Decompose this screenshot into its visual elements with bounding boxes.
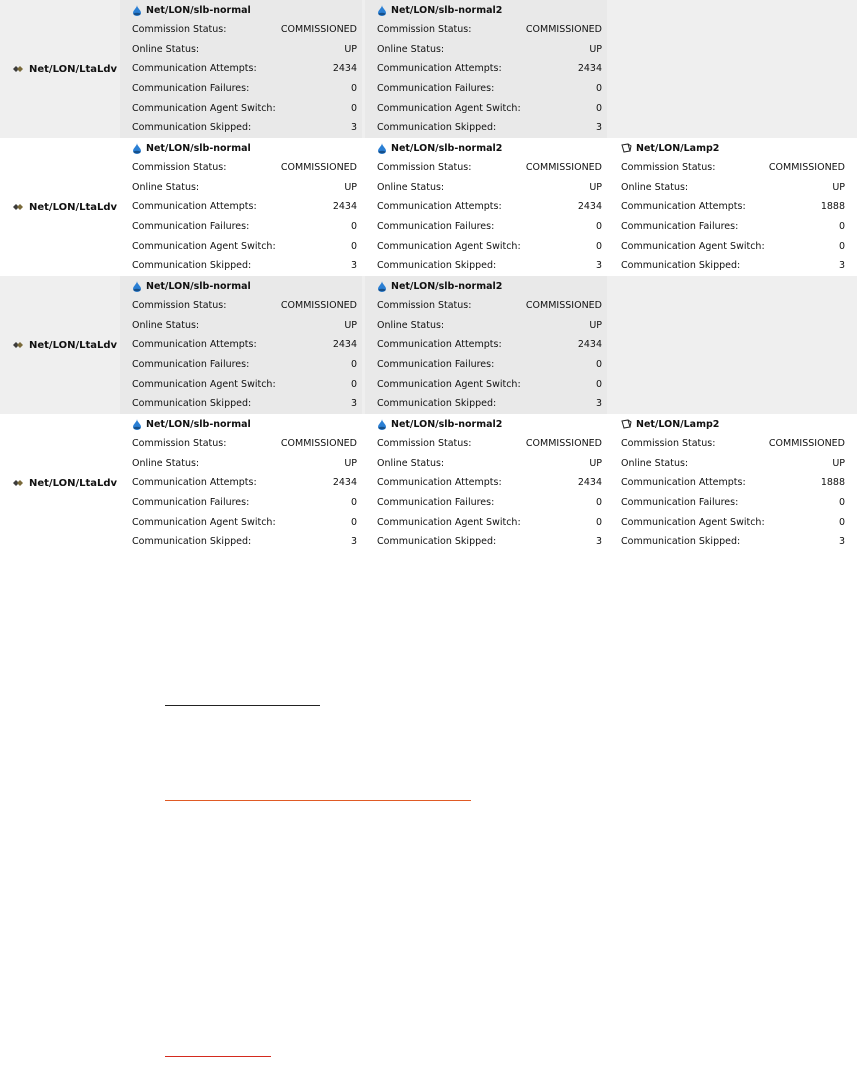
comm-failures-value: 0 bbox=[350, 83, 357, 95]
lon-ldv-icon bbox=[12, 340, 24, 350]
lamp-device-icon bbox=[621, 419, 632, 429]
comm-failures-row bbox=[365, 79, 607, 99]
device-title[interactable] bbox=[365, 276, 607, 296]
blue-drop-device-icon bbox=[132, 143, 142, 154]
comm-failures-label: Communication Failures: bbox=[377, 221, 495, 233]
device-name: Net/LON/slb-normal bbox=[146, 142, 251, 154]
comm-skipped-row bbox=[365, 532, 607, 552]
online-status-row bbox=[120, 178, 362, 198]
device-card bbox=[120, 276, 362, 414]
commission-status-value: COMMISSIONED bbox=[525, 162, 602, 174]
comm-agent-switch-row bbox=[120, 98, 362, 118]
blue-drop-device-icon bbox=[377, 281, 387, 292]
comm-skipped-value: 3 bbox=[838, 536, 845, 548]
commission-status-row bbox=[120, 20, 362, 40]
comm-agent-switch-value: 0 bbox=[595, 240, 602, 252]
comm-agent-switch-label: Communication Agent Switch: bbox=[132, 240, 276, 252]
commission-status-value: COMMISSIONED bbox=[280, 300, 357, 312]
device-name: Net/LON/slb-normal bbox=[146, 418, 251, 430]
comm-skipped-label: Communication Skipped: bbox=[377, 260, 497, 272]
device-name: Net/LON/slb-normal2 bbox=[391, 4, 503, 16]
comm-attempts-value: 2434 bbox=[332, 477, 357, 489]
comm-failures-value: 0 bbox=[595, 359, 602, 371]
comm-agent-switch-value: 0 bbox=[350, 102, 357, 114]
online-status-label: Online Status: bbox=[132, 43, 200, 55]
commission-status-label: Commission Status: bbox=[621, 162, 716, 174]
comm-agent-switch-row bbox=[120, 512, 362, 532]
comm-failures-label: Communication Failures: bbox=[377, 83, 495, 95]
device-name: Net/LON/slb-normal bbox=[146, 4, 251, 16]
comm-skipped-value: 3 bbox=[350, 398, 357, 410]
comm-agent-switch-row bbox=[120, 236, 362, 256]
device-name: Net/LON/Lamp2 bbox=[636, 142, 720, 154]
comm-agent-switch-value: 0 bbox=[838, 516, 845, 528]
comm-attempts-label: Communication Attempts: bbox=[132, 63, 257, 75]
comm-agent-switch-label: Communication Agent Switch: bbox=[621, 516, 765, 528]
online-status-value: UP bbox=[832, 457, 845, 469]
comm-skipped-value: 3 bbox=[595, 398, 602, 410]
device-card bbox=[365, 414, 607, 552]
comm-failures-label: Communication Failures: bbox=[132, 359, 250, 371]
commission-status-value: COMMISSIONED bbox=[525, 300, 602, 312]
online-status-label: Online Status: bbox=[377, 457, 445, 469]
comm-attempts-row bbox=[120, 59, 362, 79]
blue-drop-device-icon bbox=[132, 5, 142, 16]
comm-attempts-row bbox=[120, 473, 362, 493]
lamp-device-icon bbox=[621, 143, 632, 153]
online-status-row bbox=[120, 316, 362, 336]
comm-skipped-label: Communication Skipped: bbox=[377, 536, 497, 548]
comm-skipped-value: 3 bbox=[595, 536, 602, 548]
comm-agent-switch-value: 0 bbox=[350, 516, 357, 528]
comm-failures-value: 0 bbox=[350, 221, 357, 233]
comm-skipped-value: 3 bbox=[350, 536, 357, 548]
comm-attempts-row bbox=[120, 197, 362, 217]
device-card bbox=[609, 138, 850, 276]
comm-agent-switch-label: Communication Agent Switch: bbox=[621, 240, 765, 252]
online-status-label: Online Status: bbox=[377, 43, 445, 55]
device-card bbox=[609, 414, 850, 552]
device-title[interactable] bbox=[120, 0, 362, 20]
device-card bbox=[365, 276, 607, 414]
comm-skipped-row bbox=[365, 256, 607, 276]
parent-device-name: Net/LON/LtaLdv bbox=[29, 201, 118, 213]
comm-failures-row bbox=[609, 493, 850, 513]
comm-agent-switch-label: Communication Agent Switch: bbox=[377, 516, 521, 528]
comm-skipped-row bbox=[120, 118, 362, 138]
online-status-label: Online Status: bbox=[621, 181, 689, 193]
comm-agent-switch-value: 0 bbox=[595, 378, 602, 390]
online-status-value: UP bbox=[589, 319, 602, 331]
comm-skipped-value: 3 bbox=[838, 260, 845, 272]
online-status-value: UP bbox=[589, 181, 602, 193]
comm-skipped-label: Communication Skipped: bbox=[621, 260, 741, 272]
device-card bbox=[120, 414, 362, 552]
comm-failures-row bbox=[120, 355, 362, 375]
device-title[interactable] bbox=[365, 414, 607, 434]
comm-skipped-label: Communication Skipped: bbox=[621, 536, 741, 548]
comm-skipped-row bbox=[365, 118, 607, 138]
device-title[interactable] bbox=[609, 138, 850, 158]
commission-status-value: COMMISSIONED bbox=[280, 438, 357, 450]
device-name: Net/LON/slb-normal2 bbox=[391, 142, 503, 154]
device-card bbox=[120, 0, 362, 138]
comm-agent-switch-row bbox=[609, 512, 850, 532]
commission-status-row bbox=[365, 20, 607, 40]
comm-attempts-row bbox=[120, 335, 362, 355]
comm-skipped-row bbox=[120, 394, 362, 414]
online-status-row bbox=[609, 454, 850, 474]
comm-attempts-label: Communication Attempts: bbox=[377, 63, 502, 75]
commission-status-row bbox=[120, 296, 362, 316]
comm-skipped-value: 3 bbox=[350, 122, 357, 134]
comm-agent-switch-label: Communication Agent Switch: bbox=[132, 516, 276, 528]
comm-failures-label: Communication Failures: bbox=[377, 359, 495, 371]
online-status-value: UP bbox=[344, 181, 357, 193]
commission-status-label: Commission Status: bbox=[377, 162, 472, 174]
online-status-row bbox=[120, 454, 362, 474]
device-name: Net/LON/Lamp2 bbox=[636, 418, 720, 430]
device-card bbox=[365, 138, 607, 276]
comm-attempts-label: Communication Attempts: bbox=[621, 477, 746, 489]
comm-agent-switch-row bbox=[365, 512, 607, 532]
comm-failures-label: Communication Failures: bbox=[132, 497, 250, 509]
commission-status-label: Commission Status: bbox=[132, 24, 227, 36]
comm-failures-value: 0 bbox=[595, 221, 602, 233]
commission-status-label: Commission Status: bbox=[621, 438, 716, 450]
comm-attempts-value: 2434 bbox=[332, 201, 357, 213]
device-title[interactable] bbox=[120, 414, 362, 434]
commission-status-value: COMMISSIONED bbox=[280, 24, 357, 36]
comm-agent-switch-label: Communication Agent Switch: bbox=[132, 102, 276, 114]
comm-failures-value: 0 bbox=[350, 497, 357, 509]
lta-ldv-group bbox=[0, 0, 857, 138]
commission-status-label: Commission Status: bbox=[132, 438, 227, 450]
comm-attempts-label: Communication Attempts: bbox=[132, 201, 257, 213]
comm-failures-label: Communication Failures: bbox=[621, 221, 739, 233]
online-status-row bbox=[365, 316, 607, 336]
comm-attempts-label: Communication Attempts: bbox=[377, 477, 502, 489]
comm-attempts-row bbox=[609, 197, 850, 217]
comm-attempts-label: Communication Attempts: bbox=[377, 201, 502, 213]
comm-skipped-row bbox=[609, 532, 850, 552]
comm-attempts-value: 1888 bbox=[820, 477, 845, 489]
comm-agent-switch-row bbox=[609, 236, 850, 256]
lta-ldv-group bbox=[0, 414, 857, 552]
commission-status-label: Commission Status: bbox=[132, 300, 227, 312]
comm-failures-row bbox=[120, 217, 362, 237]
commission-status-label: Commission Status: bbox=[377, 24, 472, 36]
online-status-row bbox=[365, 178, 607, 198]
comm-skipped-label: Communication Skipped: bbox=[377, 398, 497, 410]
comm-agent-switch-value: 0 bbox=[595, 516, 602, 528]
comm-attempts-value: 2434 bbox=[332, 63, 357, 75]
comm-failures-label: Communication Failures: bbox=[132, 83, 250, 95]
lon-ldv-icon bbox=[12, 64, 24, 74]
device-title[interactable] bbox=[609, 414, 850, 434]
comm-skipped-label: Communication Skipped: bbox=[132, 536, 252, 548]
comm-attempts-value: 2434 bbox=[577, 339, 602, 351]
link-underline[interactable] bbox=[165, 1056, 271, 1057]
comm-attempts-label: Communication Attempts: bbox=[132, 477, 257, 489]
blue-drop-device-icon bbox=[377, 419, 387, 430]
comm-skipped-row bbox=[365, 394, 607, 414]
online-status-label: Online Status: bbox=[132, 181, 200, 193]
online-status-value: UP bbox=[344, 457, 357, 469]
commission-status-value: COMMISSIONED bbox=[525, 438, 602, 450]
comm-attempts-value: 2434 bbox=[577, 63, 602, 75]
comm-attempts-value: 2434 bbox=[577, 201, 602, 213]
parent-device-name: Net/LON/LtaLdv bbox=[29, 339, 118, 351]
comm-skipped-value: 3 bbox=[595, 122, 602, 134]
comm-agent-switch-label: Communication Agent Switch: bbox=[377, 240, 521, 252]
comm-attempts-value: 2434 bbox=[577, 477, 602, 489]
commission-status-row bbox=[365, 158, 607, 178]
comm-attempts-label: Communication Attempts: bbox=[621, 201, 746, 213]
parent-device[interactable] bbox=[12, 276, 117, 414]
commission-status-row bbox=[609, 158, 850, 178]
comm-skipped-row bbox=[609, 256, 850, 276]
comm-failures-row bbox=[365, 493, 607, 513]
comm-skipped-row bbox=[120, 532, 362, 552]
device-card bbox=[120, 138, 362, 276]
online-status-row bbox=[365, 40, 607, 60]
commission-status-row bbox=[365, 296, 607, 316]
device-name: Net/LON/slb-normal2 bbox=[391, 280, 503, 292]
comm-skipped-label: Communication Skipped: bbox=[132, 122, 252, 134]
comm-failures-row bbox=[120, 79, 362, 99]
lon-ldv-icon bbox=[12, 478, 24, 488]
comm-attempts-row bbox=[365, 197, 607, 217]
online-status-value: UP bbox=[344, 319, 357, 331]
commission-status-label: Commission Status: bbox=[377, 438, 472, 450]
comm-failures-row bbox=[609, 217, 850, 237]
online-status-label: Online Status: bbox=[377, 319, 445, 331]
commission-status-row bbox=[365, 434, 607, 454]
comm-skipped-row bbox=[120, 256, 362, 276]
lta-ldv-group bbox=[0, 276, 857, 414]
commission-status-value: COMMISSIONED bbox=[768, 438, 845, 450]
device-title[interactable] bbox=[365, 138, 607, 158]
commission-status-value: COMMISSIONED bbox=[768, 162, 845, 174]
lta-ldv-group bbox=[0, 138, 857, 276]
comm-attempts-label: Communication Attempts: bbox=[377, 339, 502, 351]
comm-attempts-row bbox=[365, 473, 607, 493]
comm-attempts-value: 2434 bbox=[332, 339, 357, 351]
comm-failures-value: 0 bbox=[595, 83, 602, 95]
comm-failures-value: 0 bbox=[350, 359, 357, 371]
parent-device-name: Net/LON/LtaLdv bbox=[29, 477, 118, 489]
blue-drop-device-icon bbox=[377, 143, 387, 154]
link-underline[interactable] bbox=[165, 800, 471, 801]
online-status-row bbox=[365, 454, 607, 474]
commission-status-value: COMMISSIONED bbox=[280, 162, 357, 174]
comm-attempts-row bbox=[609, 473, 850, 493]
comm-agent-switch-row bbox=[365, 98, 607, 118]
parent-device[interactable] bbox=[12, 414, 117, 552]
device-title[interactable] bbox=[120, 276, 362, 296]
commission-status-row bbox=[120, 158, 362, 178]
device-title[interactable] bbox=[120, 138, 362, 158]
online-status-label: Online Status: bbox=[132, 319, 200, 331]
online-status-value: UP bbox=[344, 43, 357, 55]
comm-skipped-label: Communication Skipped: bbox=[132, 398, 252, 410]
device-name: Net/LON/slb-normal2 bbox=[391, 418, 503, 430]
comm-attempts-row bbox=[365, 59, 607, 79]
comm-failures-row bbox=[365, 355, 607, 375]
comm-failures-label: Communication Failures: bbox=[132, 221, 250, 233]
comm-agent-switch-value: 0 bbox=[838, 240, 845, 252]
comm-agent-switch-label: Communication Agent Switch: bbox=[377, 102, 521, 114]
comm-skipped-label: Communication Skipped: bbox=[132, 260, 252, 272]
device-name: Net/LON/slb-normal bbox=[146, 280, 251, 292]
online-status-label: Online Status: bbox=[377, 181, 445, 193]
comm-skipped-label: Communication Skipped: bbox=[377, 122, 497, 134]
comm-agent-switch-row bbox=[365, 236, 607, 256]
link-underline[interactable] bbox=[165, 705, 320, 706]
commission-status-value: COMMISSIONED bbox=[525, 24, 602, 36]
comm-agent-switch-label: Communication Agent Switch: bbox=[132, 378, 276, 390]
comm-agent-switch-value: 0 bbox=[350, 378, 357, 390]
comm-failures-row bbox=[365, 217, 607, 237]
parent-device-name: Net/LON/LtaLdv bbox=[29, 63, 118, 75]
device-title[interactable] bbox=[365, 0, 607, 20]
online-status-value: UP bbox=[832, 181, 845, 193]
comm-attempts-label: Communication Attempts: bbox=[132, 339, 257, 351]
comm-agent-switch-row bbox=[120, 374, 362, 394]
comm-agent-switch-row bbox=[365, 374, 607, 394]
device-card bbox=[365, 0, 607, 138]
commission-status-row bbox=[120, 434, 362, 454]
online-status-label: Online Status: bbox=[621, 457, 689, 469]
online-status-value: UP bbox=[589, 43, 602, 55]
commission-status-label: Commission Status: bbox=[132, 162, 227, 174]
comm-skipped-value: 3 bbox=[595, 260, 602, 272]
comm-agent-switch-label: Communication Agent Switch: bbox=[377, 378, 521, 390]
parent-device[interactable] bbox=[12, 138, 117, 276]
online-status-row bbox=[120, 40, 362, 60]
comm-failures-value: 0 bbox=[838, 221, 845, 233]
comm-failures-value: 0 bbox=[838, 497, 845, 509]
online-status-value: UP bbox=[589, 457, 602, 469]
blue-drop-device-icon bbox=[132, 419, 142, 430]
comm-failures-label: Communication Failures: bbox=[621, 497, 739, 509]
comm-attempts-value: 1888 bbox=[820, 201, 845, 213]
comm-failures-value: 0 bbox=[595, 497, 602, 509]
online-status-row bbox=[609, 178, 850, 198]
lon-ldv-icon bbox=[12, 202, 24, 212]
comm-agent-switch-value: 0 bbox=[595, 102, 602, 114]
blue-drop-device-icon bbox=[132, 281, 142, 292]
comm-failures-row bbox=[120, 493, 362, 513]
comm-agent-switch-value: 0 bbox=[350, 240, 357, 252]
parent-device[interactable] bbox=[12, 0, 117, 138]
commission-status-row bbox=[609, 434, 850, 454]
comm-attempts-row bbox=[365, 335, 607, 355]
blue-drop-device-icon bbox=[377, 5, 387, 16]
comm-failures-label: Communication Failures: bbox=[377, 497, 495, 509]
comm-skipped-value: 3 bbox=[350, 260, 357, 272]
commission-status-label: Commission Status: bbox=[377, 300, 472, 312]
online-status-label: Online Status: bbox=[132, 457, 200, 469]
